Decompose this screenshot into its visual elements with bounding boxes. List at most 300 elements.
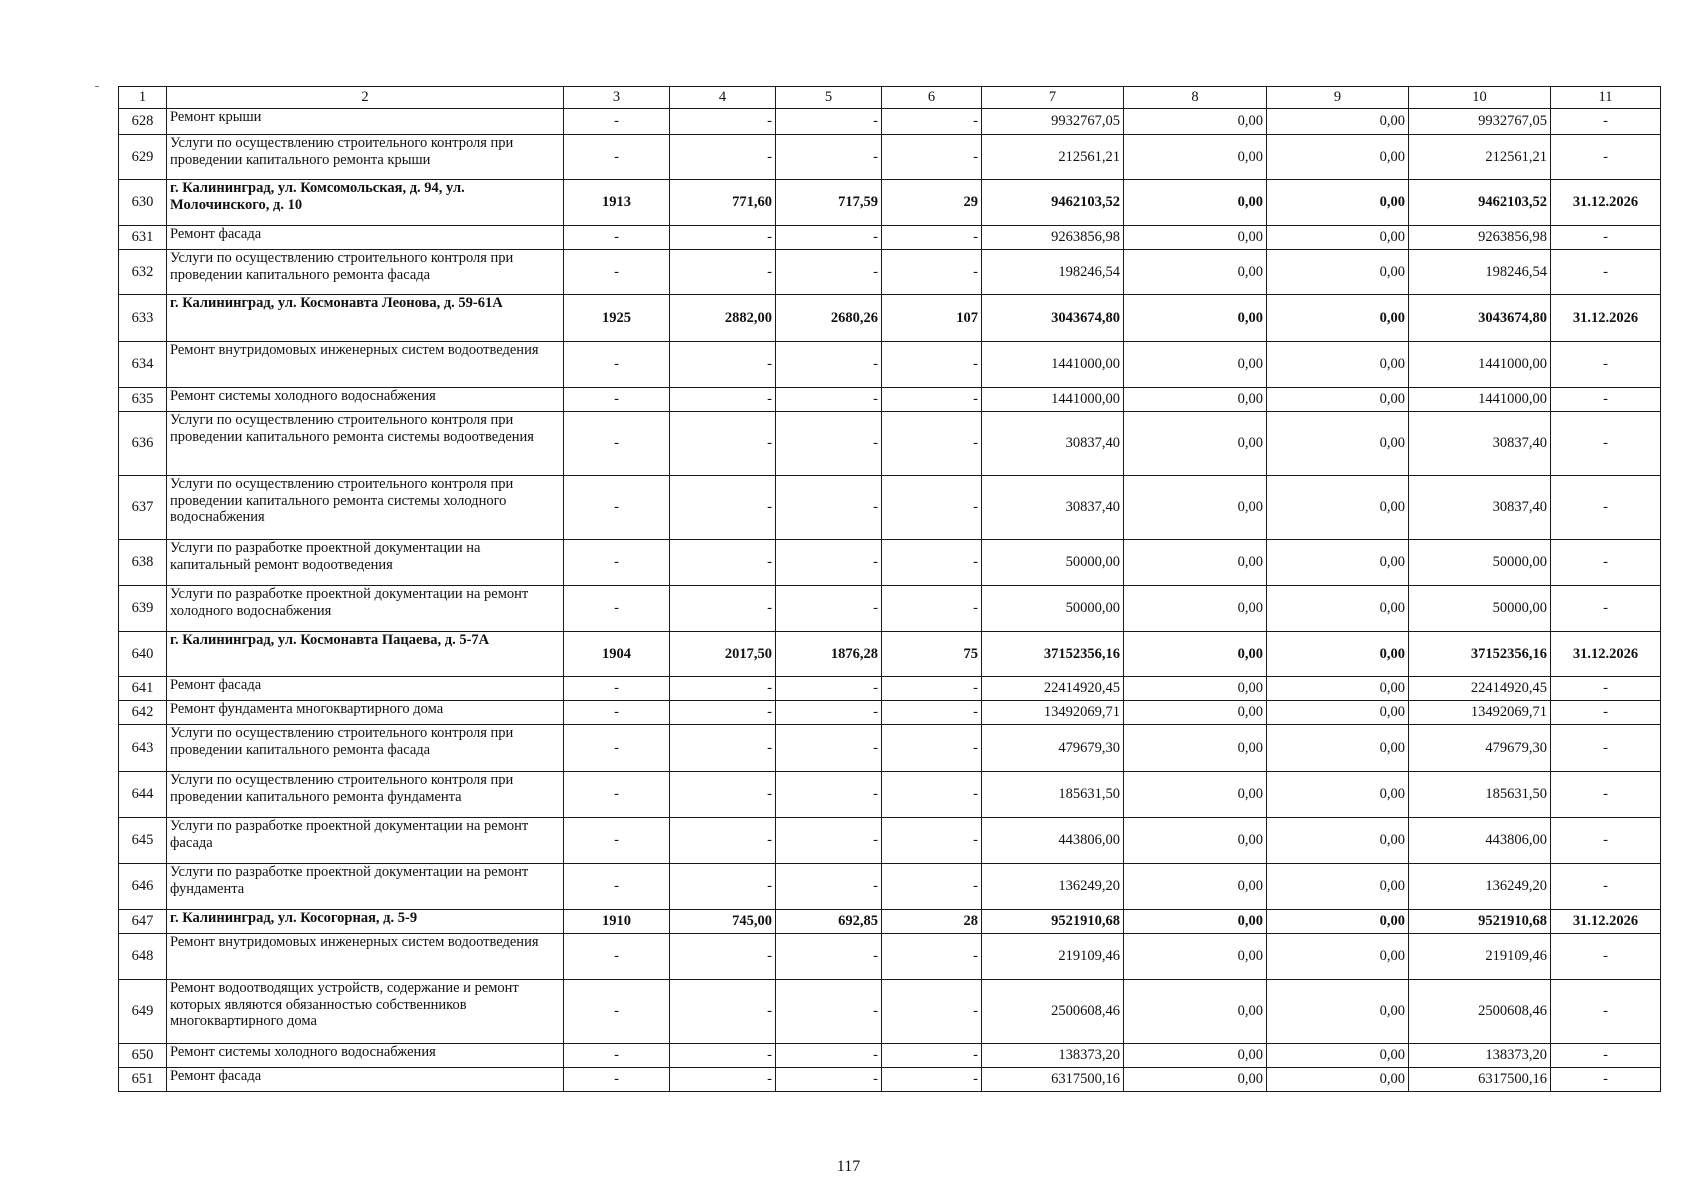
description: Услуги по осуществлению строительного контроля при проведении капитального ремонта системы холодного водоснабжения <box>167 476 564 540</box>
description: Ремонт фасада <box>167 677 564 701</box>
area-living-value: - <box>776 1044 882 1068</box>
deadline-value: - <box>1551 388 1661 412</box>
budget-value: 0,00 <box>1267 586 1409 632</box>
deadline-value: - <box>1551 980 1661 1044</box>
deadline-value: 31.12.2026 <box>1551 295 1661 342</box>
total-cost-value: 1441000,00 <box>982 388 1124 412</box>
area-living-value: - <box>776 342 882 388</box>
budget-value: 0,00 <box>1267 1044 1409 1068</box>
area-living-value: - <box>776 864 882 910</box>
area-living-value: - <box>776 725 882 772</box>
row-number: 645 <box>119 818 167 864</box>
area-total-value: - <box>670 226 776 250</box>
deadline-value: - <box>1551 226 1661 250</box>
area-total-value: - <box>670 818 776 864</box>
total-cost-value: 9263856,98 <box>982 226 1124 250</box>
owners-value: 219109,46 <box>1409 934 1551 980</box>
residents-value: 107 <box>882 295 982 342</box>
column-header: 11 <box>1551 87 1661 109</box>
year-value: - <box>564 772 670 818</box>
row-number: 639 <box>119 586 167 632</box>
work-row <box>119 772 1661 818</box>
area-living-value: - <box>776 540 882 586</box>
total-cost-value: 185631,50 <box>982 772 1124 818</box>
description: Услуги по осуществлению строительного контроля при проведении капитального ремонта фасада <box>167 250 564 295</box>
address-row <box>119 295 1661 342</box>
work-row <box>119 388 1661 412</box>
total-cost-value: 443806,00 <box>982 818 1124 864</box>
area-total-value: - <box>670 1044 776 1068</box>
description: Ремонт водоотводящих устройств, содержание и ремонт которых являются обязанностью собственников многоквартирного дома <box>167 980 564 1044</box>
residents-value: 28 <box>882 910 982 934</box>
residents-value: - <box>882 818 982 864</box>
row-number: 642 <box>119 701 167 725</box>
owners-value: 3043674,80 <box>1409 295 1551 342</box>
row-number: 646 <box>119 864 167 910</box>
deadline-value: - <box>1551 1068 1661 1092</box>
owners-value: 22414920,45 <box>1409 677 1551 701</box>
year-value: - <box>564 388 670 412</box>
description: г. Калининград, ул. Космонавта Леонова, д. 59-61А <box>167 295 564 342</box>
budget-value: 0,00 <box>1267 342 1409 388</box>
area-total-value: 2882,00 <box>670 295 776 342</box>
year-value: - <box>564 980 670 1044</box>
residents-value: - <box>882 864 982 910</box>
deadline-value: - <box>1551 1044 1661 1068</box>
owners-value: 37152356,16 <box>1409 632 1551 677</box>
column-header: 4 <box>670 87 776 109</box>
description: Ремонт фасада <box>167 226 564 250</box>
residents-value: - <box>882 109 982 135</box>
year-value: - <box>564 226 670 250</box>
row-number: 629 <box>119 135 167 180</box>
area-living-value: 692,85 <box>776 910 882 934</box>
row-number: 649 <box>119 980 167 1044</box>
area-living-value: - <box>776 772 882 818</box>
area-living-value: 1876,28 <box>776 632 882 677</box>
description: Ремонт фундамента многоквартирного дома <box>167 701 564 725</box>
deadline-value: 31.12.2026 <box>1551 910 1661 934</box>
area-total-value: - <box>670 109 776 135</box>
fund-value: 0,00 <box>1124 476 1267 540</box>
budget-value: 0,00 <box>1267 818 1409 864</box>
deadline-value: 31.12.2026 <box>1551 180 1661 226</box>
residents-value: - <box>882 135 982 180</box>
scan-mark <box>95 86 99 87</box>
description: Услуги по осуществлению строительного контроля при проведении капитального ремонта фасада <box>167 725 564 772</box>
column-header: 8 <box>1124 87 1267 109</box>
total-cost-value: 50000,00 <box>982 586 1124 632</box>
row-number: 631 <box>119 226 167 250</box>
owners-value: 1441000,00 <box>1409 388 1551 412</box>
column-header: 6 <box>882 87 982 109</box>
description: г. Калининград, ул. Косогорная, д. 5-9 <box>167 910 564 934</box>
area-total-value: - <box>670 586 776 632</box>
fund-value: 0,00 <box>1124 342 1267 388</box>
residents-value: - <box>882 226 982 250</box>
residents-value: - <box>882 412 982 476</box>
area-total-value: 745,00 <box>670 910 776 934</box>
year-value: 1913 <box>564 180 670 226</box>
fund-value: 0,00 <box>1124 701 1267 725</box>
year-value: 1925 <box>564 295 670 342</box>
year-value: - <box>564 677 670 701</box>
description: Ремонт внутридомовых инженерных систем водоотведения <box>167 934 564 980</box>
total-cost-value: 138373,20 <box>982 1044 1124 1068</box>
description: г. Калининград, ул. Космонавта Пацаева, д. 5-7А <box>167 632 564 677</box>
owners-value: 9263856,98 <box>1409 226 1551 250</box>
area-living-value: 717,59 <box>776 180 882 226</box>
budget-value: 0,00 <box>1267 226 1409 250</box>
column-header: 7 <box>982 87 1124 109</box>
deadline-value: - <box>1551 109 1661 135</box>
area-total-value: - <box>670 677 776 701</box>
area-total-value: - <box>670 388 776 412</box>
area-total-value: 771,60 <box>670 180 776 226</box>
column-header: 5 <box>776 87 882 109</box>
work-row <box>119 109 1661 135</box>
area-total-value: - <box>670 701 776 725</box>
residents-value: - <box>882 725 982 772</box>
deadline-value: - <box>1551 412 1661 476</box>
owners-value: 1441000,00 <box>1409 342 1551 388</box>
year-value: - <box>564 934 670 980</box>
total-cost-value: 479679,30 <box>982 725 1124 772</box>
row-number: 651 <box>119 1068 167 1092</box>
description: Услуги по разработке проектной документации на ремонт фасада <box>167 818 564 864</box>
residents-value: - <box>882 476 982 540</box>
total-cost-value: 37152356,16 <box>982 632 1124 677</box>
fund-value: 0,00 <box>1124 295 1267 342</box>
work-row <box>119 250 1661 295</box>
owners-value: 185631,50 <box>1409 772 1551 818</box>
work-row <box>119 586 1661 632</box>
area-total-value: - <box>670 772 776 818</box>
row-number: 644 <box>119 772 167 818</box>
row-number: 638 <box>119 540 167 586</box>
row-number: 630 <box>119 180 167 226</box>
area-total-value: - <box>670 725 776 772</box>
column-header: 1 <box>119 87 167 109</box>
area-living-value: - <box>776 226 882 250</box>
description: Услуги по разработке проектной документации на ремонт фундамента <box>167 864 564 910</box>
total-cost-value: 6317500,16 <box>982 1068 1124 1092</box>
total-cost-value: 13492069,71 <box>982 701 1124 725</box>
work-row <box>119 476 1661 540</box>
fund-value: 0,00 <box>1124 772 1267 818</box>
fund-value: 0,00 <box>1124 226 1267 250</box>
fund-value: 0,00 <box>1124 677 1267 701</box>
year-value: - <box>564 701 670 725</box>
row-number: 640 <box>119 632 167 677</box>
work-row <box>119 1044 1661 1068</box>
total-cost-value: 2500608,46 <box>982 980 1124 1044</box>
deadline-value: - <box>1551 725 1661 772</box>
residents-value: - <box>882 701 982 725</box>
area-living-value: - <box>776 250 882 295</box>
year-value: - <box>564 586 670 632</box>
area-total-value: 2017,50 <box>670 632 776 677</box>
area-living-value: - <box>776 586 882 632</box>
deadline-value: - <box>1551 342 1661 388</box>
area-total-value: - <box>670 135 776 180</box>
area-total-value: - <box>670 342 776 388</box>
year-value: - <box>564 412 670 476</box>
year-value: - <box>564 725 670 772</box>
budget-value: 0,00 <box>1267 980 1409 1044</box>
residents-value: - <box>882 1068 982 1092</box>
budget-value: 0,00 <box>1267 180 1409 226</box>
area-living-value: - <box>776 818 882 864</box>
row-number: 637 <box>119 476 167 540</box>
owners-value: 2500608,46 <box>1409 980 1551 1044</box>
area-living-value: - <box>776 135 882 180</box>
description: Ремонт внутридомовых инженерных систем водоотведения <box>167 342 564 388</box>
work-row <box>119 412 1661 476</box>
residents-value: - <box>882 980 982 1044</box>
area-living-value: 2680,26 <box>776 295 882 342</box>
deadline-value: - <box>1551 250 1661 295</box>
residents-value: - <box>882 934 982 980</box>
budget-value: 0,00 <box>1267 135 1409 180</box>
area-total-value: - <box>670 250 776 295</box>
budget-value: 0,00 <box>1267 388 1409 412</box>
area-living-value: - <box>776 980 882 1044</box>
residents-value: - <box>882 342 982 388</box>
row-number: 628 <box>119 109 167 135</box>
total-cost-value: 1441000,00 <box>982 342 1124 388</box>
area-living-value: - <box>776 388 882 412</box>
work-row <box>119 540 1661 586</box>
year-value: - <box>564 540 670 586</box>
owners-value: 198246,54 <box>1409 250 1551 295</box>
column-header: 9 <box>1267 87 1409 109</box>
budget-value: 0,00 <box>1267 701 1409 725</box>
fund-value: 0,00 <box>1124 818 1267 864</box>
column-header: 2 <box>167 87 564 109</box>
year-value: - <box>564 135 670 180</box>
residents-value: - <box>882 677 982 701</box>
description: Услуги по осуществлению строительного контроля при проведении капитального ремонта системы водоотведения <box>167 412 564 476</box>
fund-value: 0,00 <box>1124 109 1267 135</box>
residents-value: - <box>882 540 982 586</box>
total-cost-value: 50000,00 <box>982 540 1124 586</box>
area-living-value: - <box>776 109 882 135</box>
work-row <box>119 980 1661 1044</box>
budget-value: 0,00 <box>1267 412 1409 476</box>
fund-value: 0,00 <box>1124 980 1267 1044</box>
year-value: - <box>564 1068 670 1092</box>
budget-value: 0,00 <box>1267 540 1409 586</box>
deadline-value: - <box>1551 864 1661 910</box>
budget-value: 0,00 <box>1267 677 1409 701</box>
total-cost-value: 9932767,05 <box>982 109 1124 135</box>
address-row <box>119 632 1661 677</box>
description: Ремонт системы холодного водоснабжения <box>167 1044 564 1068</box>
owners-value: 479679,30 <box>1409 725 1551 772</box>
description: Ремонт крыши <box>167 109 564 135</box>
residents-value: - <box>882 586 982 632</box>
area-total-value: - <box>670 980 776 1044</box>
budget-value: 0,00 <box>1267 250 1409 295</box>
fund-value: 0,00 <box>1124 632 1267 677</box>
row-number: 641 <box>119 677 167 701</box>
row-number: 647 <box>119 910 167 934</box>
fund-value: 0,00 <box>1124 180 1267 226</box>
description: Ремонт системы холодного водоснабжения <box>167 388 564 412</box>
table-body <box>119 87 1661 1092</box>
address-row <box>119 180 1661 226</box>
area-living-value: - <box>776 677 882 701</box>
work-row <box>119 864 1661 910</box>
deadline-value: - <box>1551 135 1661 180</box>
row-number: 635 <box>119 388 167 412</box>
area-total-value: - <box>670 540 776 586</box>
owners-value: 443806,00 <box>1409 818 1551 864</box>
area-total-value: - <box>670 1068 776 1092</box>
row-number: 634 <box>119 342 167 388</box>
description: Ремонт фасада <box>167 1068 564 1092</box>
year-value: - <box>564 342 670 388</box>
deadline-value: - <box>1551 701 1661 725</box>
residents-value: - <box>882 250 982 295</box>
budget-value: 0,00 <box>1267 772 1409 818</box>
owners-value: 6317500,16 <box>1409 1068 1551 1092</box>
work-row <box>119 725 1661 772</box>
deadline-value: - <box>1551 476 1661 540</box>
row-number: 643 <box>119 725 167 772</box>
area-total-value: - <box>670 934 776 980</box>
year-value: - <box>564 109 670 135</box>
address-row <box>119 910 1661 934</box>
budget-value: 0,00 <box>1267 632 1409 677</box>
row-number: 632 <box>119 250 167 295</box>
description: Услуги по осуществлению строительного контроля при проведении капитального ремонта фундамента <box>167 772 564 818</box>
year-value: - <box>564 476 670 540</box>
year-value: - <box>564 250 670 295</box>
fund-value: 0,00 <box>1124 388 1267 412</box>
deadline-value: 31.12.2026 <box>1551 632 1661 677</box>
year-value: 1904 <box>564 632 670 677</box>
budget-value: 0,00 <box>1267 476 1409 540</box>
total-cost-value: 198246,54 <box>982 250 1124 295</box>
repair-program-table <box>118 86 1661 1092</box>
fund-value: 0,00 <box>1124 934 1267 980</box>
budget-value: 0,00 <box>1267 864 1409 910</box>
owners-value: 136249,20 <box>1409 864 1551 910</box>
fund-value: 0,00 <box>1124 412 1267 476</box>
year-value: - <box>564 864 670 910</box>
residents-value: 75 <box>882 632 982 677</box>
year-value: 1910 <box>564 910 670 934</box>
total-cost-value: 3043674,80 <box>982 295 1124 342</box>
page-number: 117 <box>836 1158 861 1175</box>
work-row <box>119 135 1661 180</box>
deadline-value: - <box>1551 540 1661 586</box>
deadline-value: - <box>1551 818 1661 864</box>
work-row <box>119 677 1661 701</box>
total-cost-value: 22414920,45 <box>982 677 1124 701</box>
owners-value: 30837,40 <box>1409 476 1551 540</box>
row-number: 633 <box>119 295 167 342</box>
description: Услуги по разработке проектной документации на капитальный ремонт водоотведения <box>167 540 564 586</box>
fund-value: 0,00 <box>1124 135 1267 180</box>
total-cost-value: 219109,46 <box>982 934 1124 980</box>
deadline-value: - <box>1551 677 1661 701</box>
total-cost-value: 30837,40 <box>982 476 1124 540</box>
area-total-value: - <box>670 864 776 910</box>
fund-value: 0,00 <box>1124 1044 1267 1068</box>
description: Услуги по осуществлению строительного контроля при проведении капитального ремонта крыши <box>167 135 564 180</box>
fund-value: 0,00 <box>1124 864 1267 910</box>
budget-value: 0,00 <box>1267 725 1409 772</box>
total-cost-value: 136249,20 <box>982 864 1124 910</box>
area-total-value: - <box>670 476 776 540</box>
deadline-value: - <box>1551 772 1661 818</box>
owners-value: 13492069,71 <box>1409 701 1551 725</box>
budget-value: 0,00 <box>1267 910 1409 934</box>
deadline-value: - <box>1551 934 1661 980</box>
owners-value: 212561,21 <box>1409 135 1551 180</box>
budget-value: 0,00 <box>1267 295 1409 342</box>
work-row <box>119 342 1661 388</box>
owners-value: 50000,00 <box>1409 586 1551 632</box>
area-living-value: - <box>776 934 882 980</box>
budget-value: 0,00 <box>1267 1068 1409 1092</box>
year-value: - <box>564 818 670 864</box>
row-number: 636 <box>119 412 167 476</box>
total-cost-value: 9521910,68 <box>982 910 1124 934</box>
total-cost-value: 212561,21 <box>982 135 1124 180</box>
total-cost-value: 30837,40 <box>982 412 1124 476</box>
work-row <box>119 818 1661 864</box>
row-number: 650 <box>119 1044 167 1068</box>
work-row <box>119 701 1661 725</box>
row-number: 648 <box>119 934 167 980</box>
area-living-value: - <box>776 701 882 725</box>
residents-value: - <box>882 1044 982 1068</box>
residents-value: 29 <box>882 180 982 226</box>
residents-value: - <box>882 772 982 818</box>
total-cost-value: 9462103,52 <box>982 180 1124 226</box>
area-living-value: - <box>776 1068 882 1092</box>
residents-value: - <box>882 388 982 412</box>
work-row <box>119 226 1661 250</box>
owners-value: 30837,40 <box>1409 412 1551 476</box>
budget-value: 0,00 <box>1267 934 1409 980</box>
fund-value: 0,00 <box>1124 586 1267 632</box>
area-living-value: - <box>776 412 882 476</box>
work-row <box>119 934 1661 980</box>
description: Услуги по разработке проектной документации на ремонт холодного водоснабжения <box>167 586 564 632</box>
owners-value: 9521910,68 <box>1409 910 1551 934</box>
column-header: 10 <box>1409 87 1551 109</box>
column-number-row <box>119 87 1661 109</box>
fund-value: 0,00 <box>1124 725 1267 772</box>
owners-value: 9462103,52 <box>1409 180 1551 226</box>
fund-value: 0,00 <box>1124 910 1267 934</box>
description: г. Калининград, ул. Комсомольская, д. 94, ул. Молочинского, д. 10 <box>167 180 564 226</box>
fund-value: 0,00 <box>1124 1068 1267 1092</box>
owners-value: 138373,20 <box>1409 1044 1551 1068</box>
column-header: 3 <box>564 87 670 109</box>
owners-value: 50000,00 <box>1409 540 1551 586</box>
area-total-value: - <box>670 412 776 476</box>
fund-value: 0,00 <box>1124 250 1267 295</box>
fund-value: 0,00 <box>1124 540 1267 586</box>
area-living-value: - <box>776 476 882 540</box>
budget-value: 0,00 <box>1267 109 1409 135</box>
